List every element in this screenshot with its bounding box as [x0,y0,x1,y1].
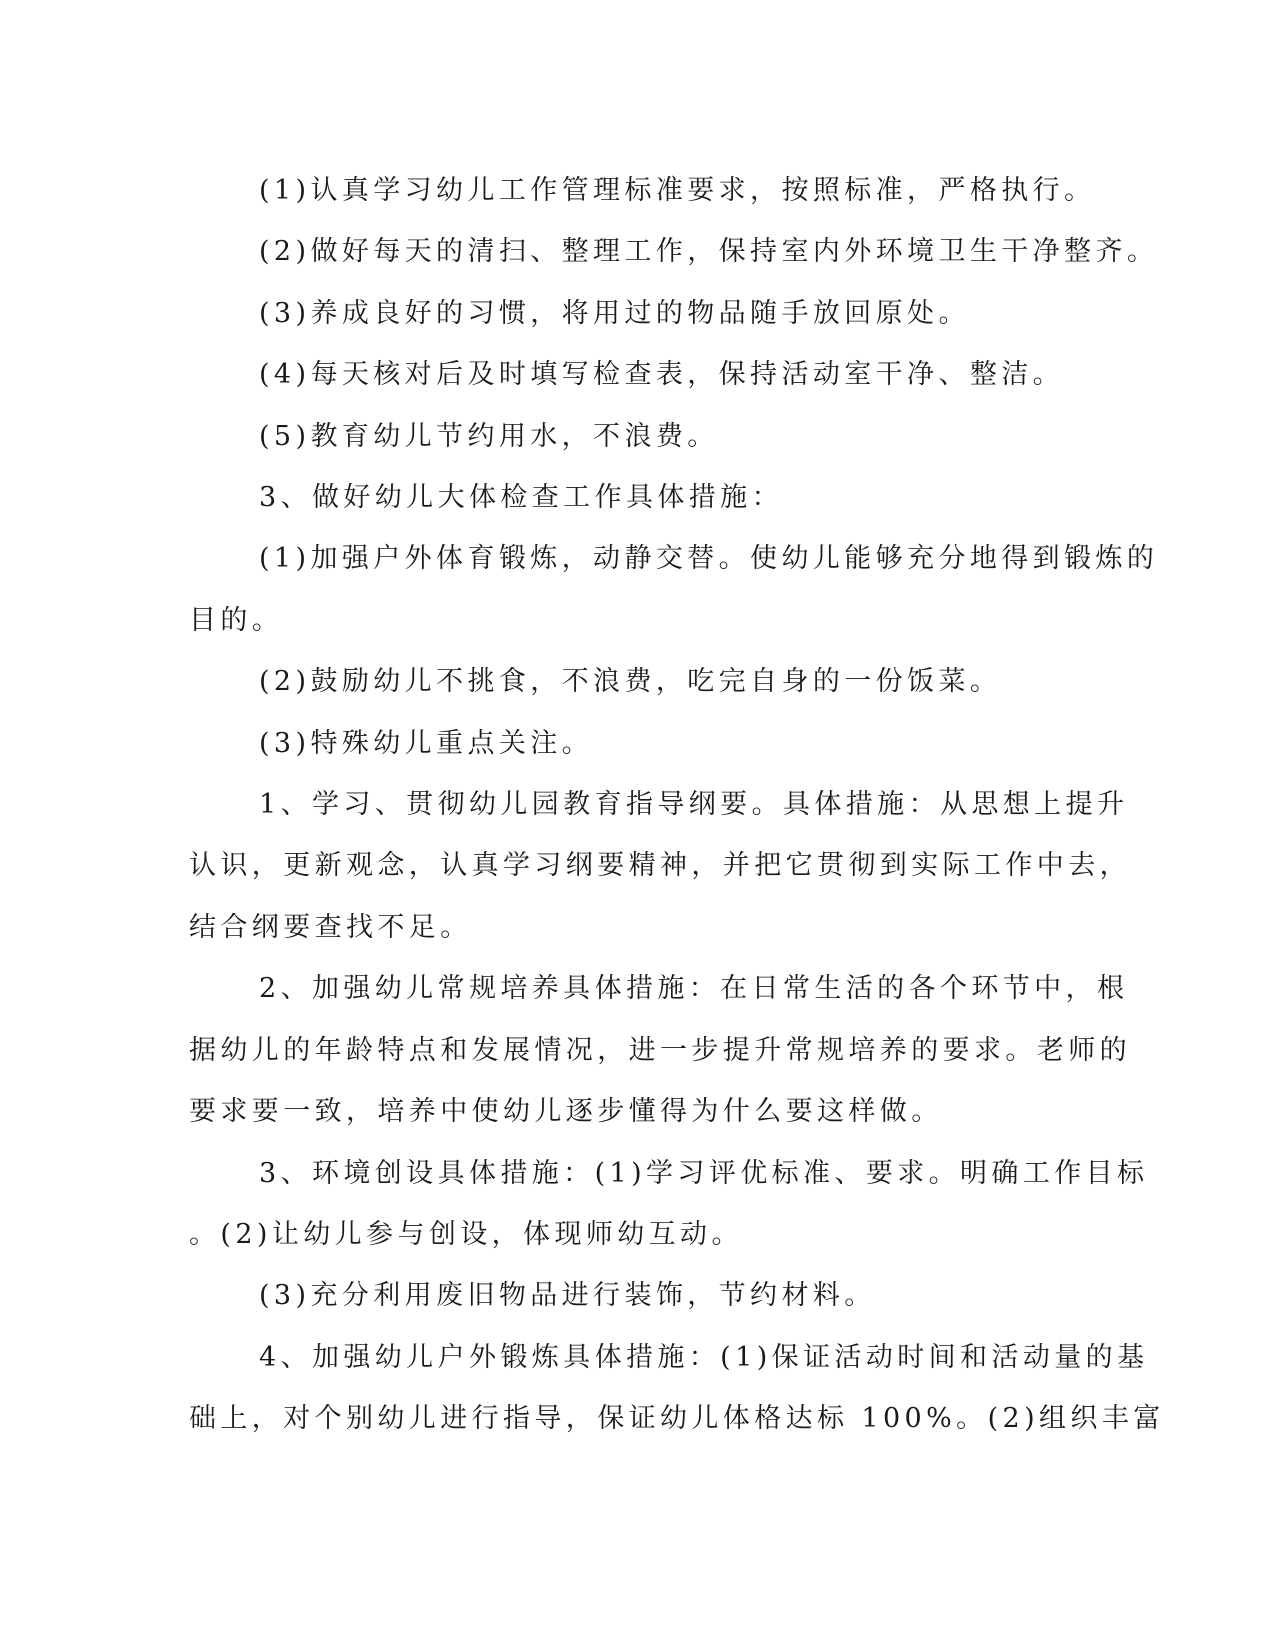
text-line: 据幼儿的年龄特点和发展情况，进一步提升常规培养的要求。老师的 [189,1034,1131,1066]
text-line: (4)每天核对后及时填写检查表，保持活动室干净、整洁。 [259,359,1065,391]
text-line: 结合纲要查找不足。 [189,911,472,943]
paragraph [189,406,1069,467]
paragraph [189,160,1096,221]
paragraph [189,1265,1069,1326]
paragraph [189,344,1069,405]
paragraph [189,958,1131,1142]
paragraph [189,221,1159,282]
text-line: (2)鼓励幼儿不挑食，不浪费，吃完自身的一份饭菜。 [259,666,1002,698]
text-line: (5)教育幼儿节约用水，不浪费。 [259,420,719,452]
text-line: (1)加强户外体育锻炼，动静交替。使幼儿能够充分地得到锻炼的 [259,543,1159,575]
text-line: 目的。 [189,604,284,636]
paragraph [189,774,1131,958]
text-line: 认识，更新观念，认真学习纲要精神，并把它贯彻到实际工作中去， [189,850,1131,882]
text-line: (3)养成良好的习惯，将用过的物品随手放回原处。 [259,297,970,329]
paragraph [189,713,1069,774]
paragraph [189,467,1069,528]
paragraph [189,283,1069,344]
text-line: 要求要一致，培养中使幼儿逐步懂得为什么要这样做。 [189,1096,943,1128]
text-line: (3)充分利用废旧物品进行装饰，节约材料。 [259,1280,876,1312]
text-line: 3、环境创设具体措施：(1)学习评优标准、要求。明确工作目标 [259,1157,1149,1189]
document-body [189,160,1165,1450]
text-line: (2)做好每天的清扫、整理工作，保持室内外环境卫生干净整齐。 [259,236,1159,268]
text-line: 础上，对个别幼儿进行指导，保证幼儿体格达标 100%。(2)组织丰富 [189,1403,1165,1435]
text-line: (1)认真学习幼儿工作管理标准要求，按照标准，严格执行。 [259,175,1096,206]
paragraph [189,1143,1149,1266]
text-line: (3)特殊幼儿重点关注。 [259,727,594,759]
text-line: 4、加强幼儿户外锻炼具体措施：(1)保证活动时间和活动量的基 [259,1341,1149,1373]
text-line: 2、加强幼儿常规培养具体措施：在日常生活的各个环节中，根 [259,973,1129,1005]
text-line: 1、学习、贯彻幼儿园教育指导纲要。具体措施：从思想上提升 [259,789,1129,821]
paragraph [189,1327,1165,1450]
paragraph [189,528,1159,651]
paragraph [189,651,1069,712]
text-line: 。(2)让幼儿参与创设，体现师幼互动。 [189,1218,743,1250]
text-line: 3、做好幼儿大体检查工作具体措施： [259,482,783,514]
